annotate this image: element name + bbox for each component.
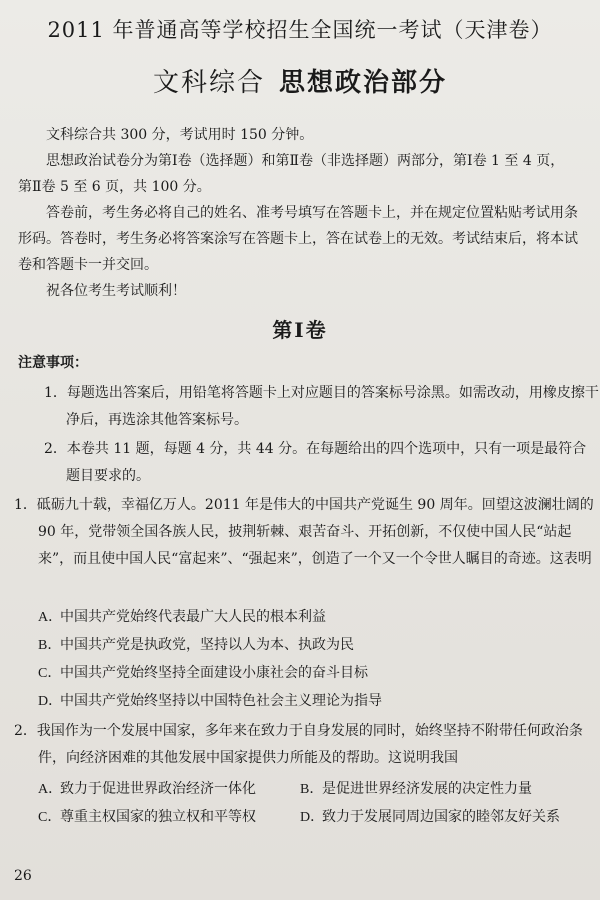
subject-prefix: 文科综合 <box>152 68 265 98</box>
option-text: 中国共产党始终代表最广大人民的根本利益 <box>60 609 326 625</box>
option-letter: A． <box>38 782 63 797</box>
intro-paragraph: 文科综合共 300 分，考试用时 150 分钟。 <box>46 127 314 143</box>
option-letter: C． <box>38 810 62 825</box>
option-text: 中国共产党始终坚持以中国特色社会主义理论为指导 <box>60 693 382 709</box>
option-letter: B． <box>38 638 62 653</box>
page-number: 26 <box>14 868 32 884</box>
option-item <box>38 660 368 687</box>
option-text: 尊重主权国家的独立权和平等权 <box>60 809 256 825</box>
question-stem: 1．砥砺九十载，幸福亿万人。2011 年是伟大的中国共产党诞生 90 周年。回望这波澜壮阔的 90 年，党带领全国各族人民，披荆斩棘、艰苦奋斗、开拓创新，不仅使中国人民“站起来”，而且使中国人民“富起来”、“强起来”，创造了一个又一个令世人瞩目的奇迹。这表明 <box>14 497 594 567</box>
subject-name: 思想政治部分 <box>279 68 448 98</box>
notice-item: 2．本卷共 11 题，每题 4 分，共 44 分。在每题给出的四个选项中，只有一项是最符合题目要求的。 <box>44 441 587 484</box>
option-item <box>38 776 256 803</box>
option-text: 是促进世界经济发展的决定性力量 <box>322 781 532 797</box>
option-text: 中国共产党是执政党，坚持以人为本、执政为民 <box>60 637 354 653</box>
intro-paragraph: 思想政治试卷分为第Ⅰ卷（选择题）和第Ⅱ卷（非选择题）两部分，第Ⅰ卷 1 至 4 页，第Ⅱ卷 5 至 6 页，共 100 分。 <box>18 153 565 195</box>
subject-title <box>0 62 600 99</box>
option-letter: B． <box>300 782 324 797</box>
question-stem: 2．我国作为一个发展中国家，多年来在致力于自身发展的同时，始终坚持不附带任何政治条件，向经济困难的其他发展中国家提供力所能及的帮助。这说明我国 <box>14 723 583 766</box>
exam-title: 2011 年普通高等学校招生全国统一考试（天津卷） <box>47 18 553 42</box>
option-item <box>300 804 560 831</box>
option-item <box>38 688 382 715</box>
option-item <box>300 776 532 803</box>
option-item <box>38 632 354 659</box>
option-item <box>38 804 256 831</box>
intro-paragraph: 答卷前，考生务必将自己的姓名、准考号填写在答题卡上，并在规定位置粘贴考试用条形码。答卷时，考生务必将答案涂写在答题卡上，答在试卷上的无效。考试结束后，将本试卷和答题卡一并交回。 <box>18 205 578 273</box>
option-text: 中国共产党始终坚持全面建设小康社会的奋斗目标 <box>60 665 368 681</box>
option-letter: A． <box>38 610 63 625</box>
option-text: 致力于促进世界政治经济一体化 <box>60 781 256 797</box>
option-letter: D． <box>300 810 325 825</box>
notice-heading: 注意事项： <box>18 355 88 371</box>
notice-item: 1．每题选出答案后，用铅笔将答题卡上对应题目的答案标号涂黑。如需改动，用橡皮擦干净后，再选涂其他答案标号。 <box>44 385 599 428</box>
option-item <box>38 604 326 631</box>
section-title: 第Ⅰ卷 <box>272 318 328 342</box>
intro-paragraph: 祝各位考生考试顺利！ <box>46 283 186 299</box>
option-letter: C． <box>38 666 62 681</box>
option-letter: D． <box>38 694 63 709</box>
option-text: 致力于发展同周边国家的睦邻友好关系 <box>322 809 560 825</box>
